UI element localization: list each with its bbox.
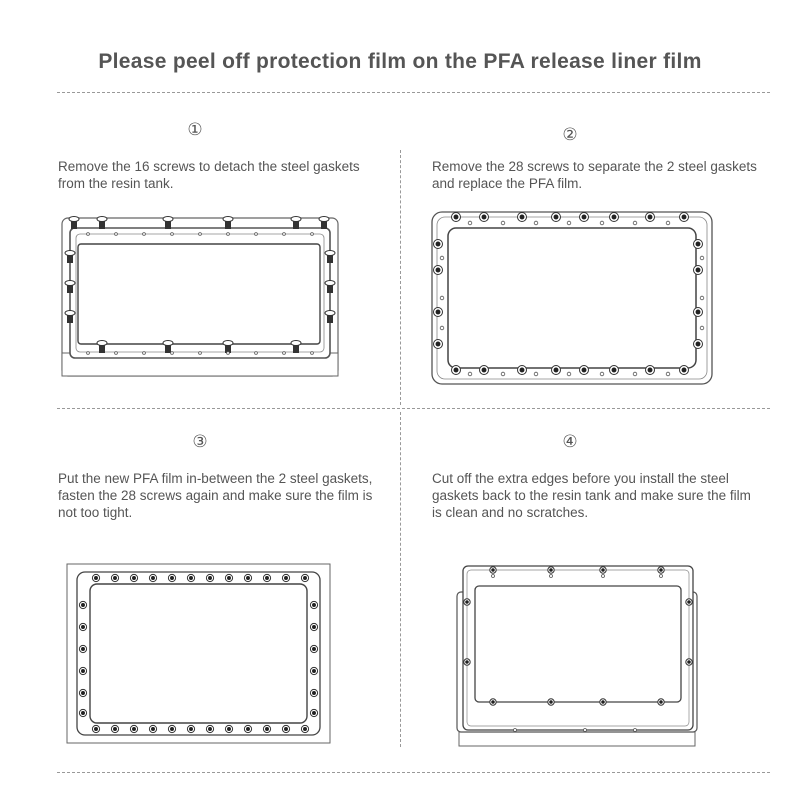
hole-icon [227,352,230,355]
screw-icon [130,725,137,732]
screw-icon [694,308,703,317]
hole-icon [501,221,505,225]
screw-icon [282,574,289,581]
screw-icon [244,725,251,732]
hole-icon [666,372,670,376]
screw-icon [79,623,86,630]
screw-icon [600,699,606,705]
hole-icon [600,372,604,376]
step-3-number: ③ [192,432,208,451]
screw-icon [694,340,703,349]
step-1-number: ① [187,120,203,139]
screw-icon [610,213,619,222]
screw-icon [646,213,655,222]
hole-icon [311,352,314,355]
screw-icon [694,240,703,249]
screw-icon [552,213,561,222]
hole-icon [171,233,174,236]
hole-icon [171,352,174,355]
step-4-text: Cut off the extra edges before you install the steel gaskets back to the resin tank and make sure the film is clean and no scratches. [432,471,751,520]
hole-icon [199,233,202,236]
screw-icon [552,366,561,375]
hole-icon [550,575,553,578]
screw-icon [646,366,655,375]
screw-icon [464,599,470,605]
hole-icon [143,233,146,236]
screw-icon [580,213,589,222]
page-title: Please peel off protection film on the PFA release liner film [98,50,702,73]
screw-icon [452,366,461,375]
hole-icon [115,352,118,355]
screw-icon [79,689,86,696]
hole-icon [87,352,90,355]
hole-icon [534,221,538,225]
screw-icon [225,574,232,581]
screw-icon [694,266,703,275]
screw-icon [490,567,496,573]
screw-icon [310,689,317,696]
screw-icon [79,645,86,652]
hole-icon [600,221,604,225]
hole-icon [440,256,444,260]
hole-icon [514,729,517,732]
screw-icon [580,366,589,375]
screw-icon [310,601,317,608]
step-4-illustration [455,562,705,750]
screw-icon [600,567,606,573]
hole-icon [492,575,495,578]
hole-icon [633,221,637,225]
screw-icon [518,213,527,222]
divider-top [57,92,770,93]
step-1-text: Remove the 16 screws to detach the steel gaskets from the resin tank. [58,159,360,191]
hole-icon [440,296,444,300]
screw-icon [434,308,443,317]
hole-icon [227,233,230,236]
screw-icon [686,659,692,665]
screw-icon [686,599,692,605]
screw-icon [111,574,118,581]
screw-icon [282,725,289,732]
hole-icon [567,372,571,376]
screw-icon [518,366,527,375]
screw-icon [548,699,554,705]
screw-icon [680,366,689,375]
screw-icon [92,725,99,732]
screw-icon [301,574,308,581]
hole-icon [567,221,571,225]
screw-icon [168,725,175,732]
screw-icon [301,725,308,732]
divider-vertical-top [400,150,401,405]
step-2-number: ② [562,125,578,144]
hole-icon [666,221,670,225]
hole-icon [634,729,637,732]
hole-icon [283,233,286,236]
step-3-text: Put the new PFA film in-between the 2 steel gaskets, fasten the 28 screws again and make sure the film is not too tight. [58,471,373,520]
screw-icon [79,667,86,674]
divider-vertical-bottom [400,412,401,747]
screw-icon [310,709,317,716]
step-2-text: Remove the 28 screws to separate the 2 steel gaskets and replace the PFA film. [432,159,757,191]
hole-icon [633,372,637,376]
hole-icon [255,352,258,355]
screw-icon [111,725,118,732]
divider-middle [57,408,770,409]
screw-icon [480,366,489,375]
screw-icon [149,574,156,581]
hole-icon [700,256,704,260]
screw-icon [548,567,554,573]
hole-icon [602,575,605,578]
step-2-illustration [428,208,718,390]
screw-icon [310,623,317,630]
screw-icon [263,725,270,732]
hole-icon [534,372,538,376]
screw-icon [434,240,443,249]
hole-icon [87,233,90,236]
hole-icon [283,352,286,355]
screw-icon [79,709,86,716]
hole-icon [468,372,472,376]
screw-icon [263,574,270,581]
hole-icon [143,352,146,355]
screw-icon [244,574,251,581]
screw-icon [434,340,443,349]
hole-icon [115,233,118,236]
hole-icon [584,729,587,732]
screw-icon [452,213,461,222]
hole-icon [199,352,202,355]
hole-icon [700,326,704,330]
screw-icon [658,699,664,705]
screw-icon [658,567,664,573]
screw-icon [187,574,194,581]
screw-icon [168,574,175,581]
screw-icon [490,699,496,705]
hole-icon [255,233,258,236]
hole-icon [700,296,704,300]
screw-icon [310,667,317,674]
screw-icon [206,725,213,732]
hole-icon [501,372,505,376]
screw-icon [434,266,443,275]
divider-bottom [57,772,770,773]
screw-icon [480,213,489,222]
screw-icon [610,366,619,375]
step-4-number: ④ [562,432,578,451]
screw-icon [206,574,213,581]
screw-icon [79,601,86,608]
hole-icon [468,221,472,225]
hole-icon [660,575,663,578]
screw-icon [92,574,99,581]
screw-icon [130,574,137,581]
screw-icon [225,725,232,732]
screw-icon [680,213,689,222]
screw-icon [310,645,317,652]
screw-icon [149,725,156,732]
screw-icon [464,659,470,665]
step-3-illustration [66,563,332,745]
hole-icon [311,233,314,236]
hole-icon [440,326,444,330]
screw-icon [187,725,194,732]
step-1-illustration [48,208,348,390]
